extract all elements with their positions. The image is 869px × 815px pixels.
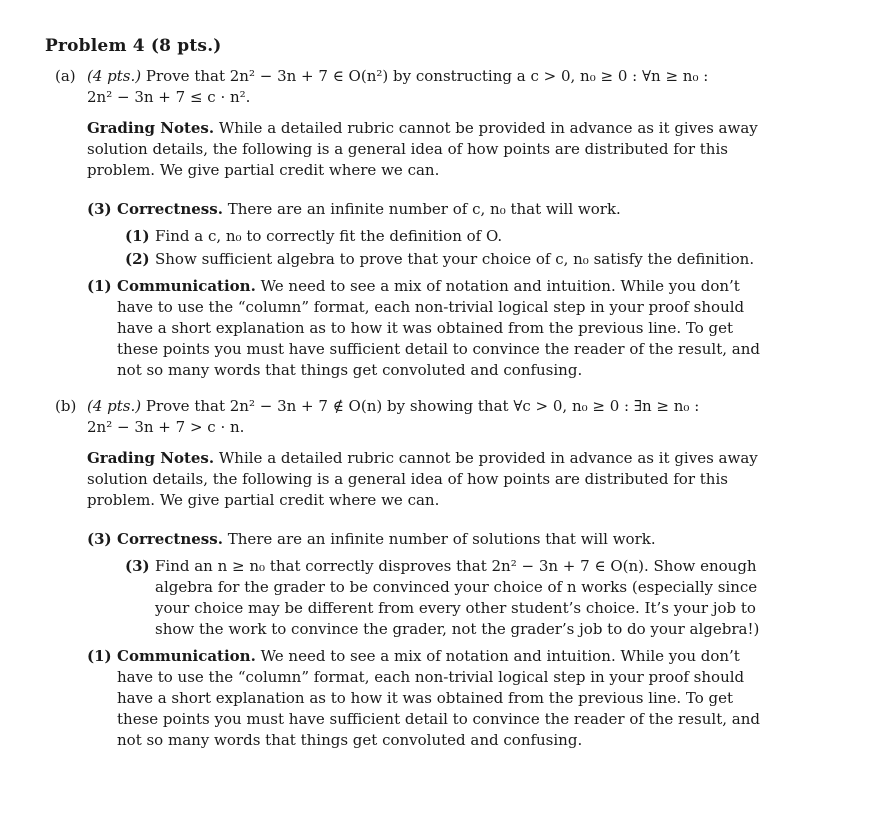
part-a-correctness-label: Correctness. [117,200,223,218]
part-a-statement-line1: Prove that 2n² − 3n + 7 ∈ O(n²) by constructing a c > 0, n₀ ≥ 0 : ∀n ≥ n₀ : [145,67,709,85]
part-b-item1-text: Find an n ≥ n₀ that correctly disproves that 2n² − 3n + 7 ∈ O(n). Show enough algebra for the grader to be convinced your choice of n works (especially since your choice may be different from every other student’s choice. It’s your job to show the work to convince the grader, not the grader’s job to do your algebra!) [155,557,760,638]
part-a-letter: (a) [55,67,76,85]
part-a-item2-points: (2) [125,250,150,268]
part-b-correctness-label: Correctness. [117,530,223,548]
part-a [55,66,775,381]
part-a-grading-label: Grading Notes. [87,119,215,137]
part-b-grading-text: While a detailed rubric cannot be provided in advance as it gives away solution details, the following is a general idea of how points are distributed for this problem. We give partial credit where we can. [87,449,758,509]
part-a-communication-text: We need to see a mix of notation and intuition. While you don’t have to use the “column” format, each non-trivial logical step in your proof should have a short explanation as to how it was obtained from the previous line. To get these points you must have sufficient detail to convince the reader of the result, and not so many words that things get convoluted and confusing. [117,277,760,379]
part-b-letter: (b) [55,397,77,415]
part-b-correctness-item [125,556,775,640]
part-b-statement [55,396,775,438]
part-b-communication-points: (1) [87,647,112,665]
part-a-communication [87,276,775,381]
part-a-correctness [87,199,775,270]
part-a-grading-notes [87,118,775,181]
part-a-correctness-item [125,249,775,270]
part-a-correctness-item [125,226,775,247]
part-b-correctness-text: There are an infinite number of solutions that will work. [227,530,656,548]
part-a-communication-points: (1) [87,277,112,295]
part-b-statement-line1: Prove that 2n² − 3n + 7 ∉ O(n) by showing that ∀c > 0, n₀ ≥ 0 : ∃n ≥ n₀ : [145,397,700,415]
part-a-item1-text: Find a c, n₀ to correctly fit the definition of O. [155,227,503,245]
part-b [55,396,775,751]
part-a-correctness-text: There are an infinite number of c, n₀ that will work. [227,200,621,218]
part-b-points: (4 pts.) [87,397,142,415]
part-b-correctness [87,529,775,640]
part-a-item2-text: Show sufficient algebra to prove that your choice of c, n₀ satisfy the definition. [155,250,755,268]
part-a-grading-text: While a detailed rubric cannot be provided in advance as it gives away solution details, the following is a general idea of how points are distributed for this problem. We give partial credit where we can. [87,119,758,179]
part-b-communication [87,646,775,751]
part-a-correctness-points: (3) [87,200,112,218]
part-b-item1-points: (3) [125,557,150,575]
part-a-statement [55,66,775,108]
part-a-item1-points: (1) [125,227,150,245]
part-a-statement-line2: 2n² − 3n + 7 ≤ c · n². [87,88,251,106]
problem-title: Problem 4 (8 pts.) [45,36,222,56]
part-b-communication-label: Communication. [117,647,256,665]
part-b-communication-text: We need to see a mix of notation and intuition. While you don’t have to use the “column” format, each non-trivial logical step in your proof should have a short explanation as to how it was obtained from the previous line. To get these points you must have sufficient detail to convince the reader of the result, and not so many words that things get convoluted and confusing. [117,647,760,749]
part-b-grading-label: Grading Notes. [87,449,215,467]
part-b-correctness-points: (3) [87,530,112,548]
part-a-communication-label: Communication. [117,277,256,295]
part-a-points: (4 pts.) [87,67,142,85]
part-b-grading-notes [87,448,775,511]
part-b-statement-line2: 2n² − 3n + 7 > c · n. [87,418,245,436]
